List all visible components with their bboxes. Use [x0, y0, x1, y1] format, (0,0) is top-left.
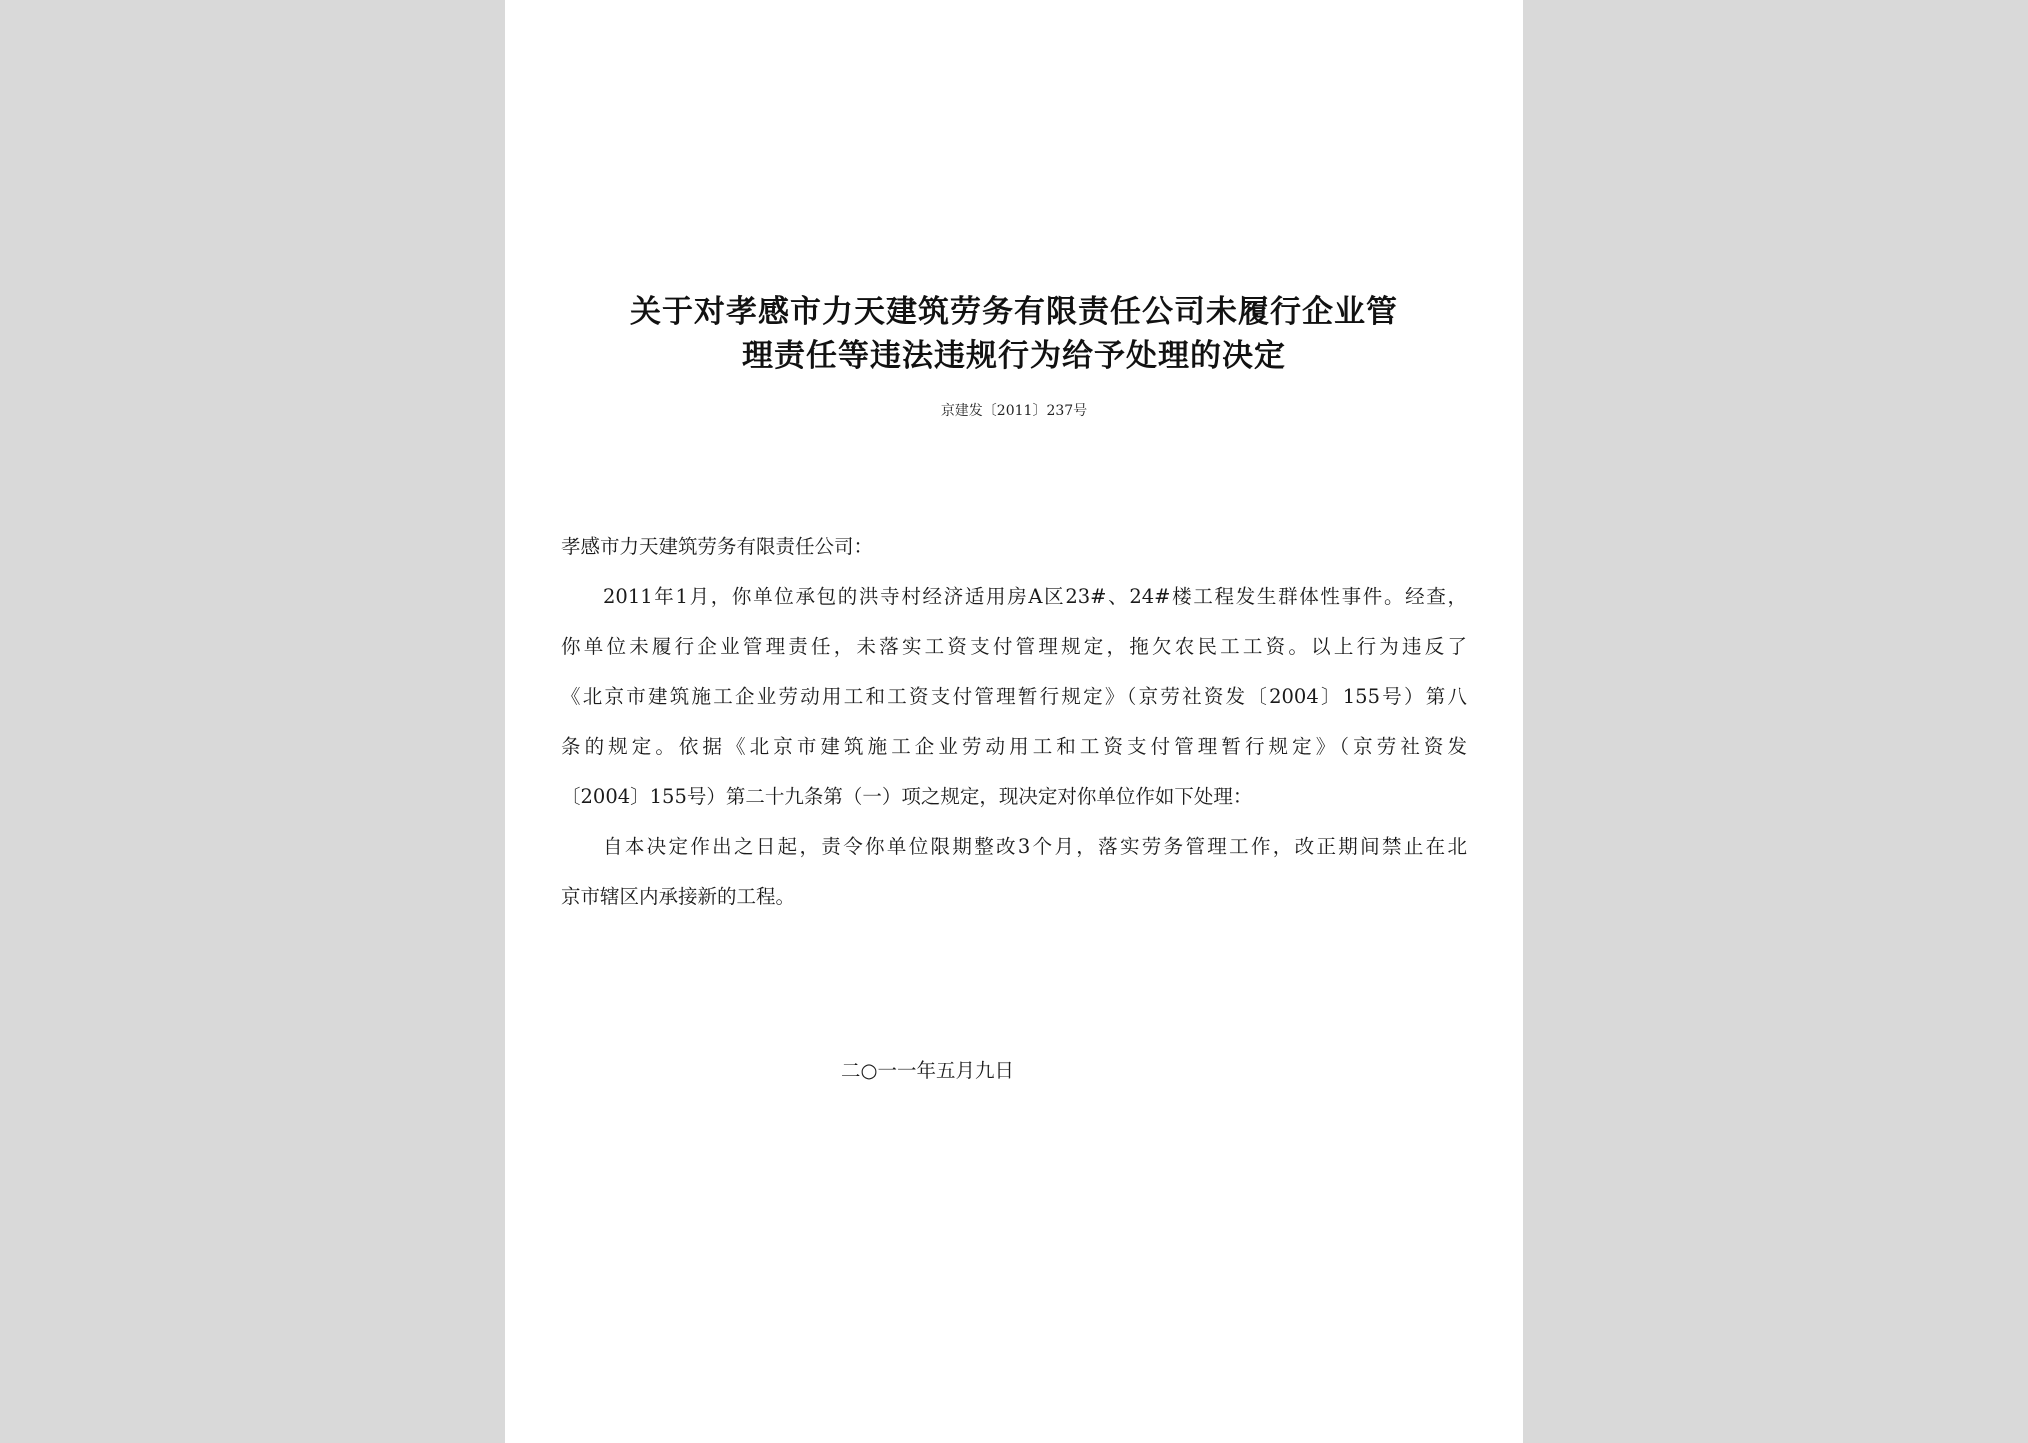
title-line: 关于对孝感市力天建筑劳务有限责任公司未履行企业管 — [630, 294, 1398, 330]
document-title — [545, 290, 1483, 378]
addressee: 孝感市力天建筑劳务有限责任公司： — [561, 535, 874, 558]
paragraph-line: 你单位未履行企业管理责任，未落实工资支付管理规定，拖欠农民工工资。以上行为违反了 — [561, 635, 1467, 658]
title-line: 理责任等违法违规行为给予处理的决定 — [742, 338, 1286, 374]
document-body — [561, 522, 1467, 922]
paragraph-line: 自本决定作出之日起，责令你单位限期整改3个月，落实劳务管理工作，改正期间禁止在北 — [603, 835, 1467, 858]
document-page — [505, 0, 1523, 1443]
paragraph-line: 〔2004〕155号）第二十九条第（一）项之规定，现决定对你单位作如下处理： — [561, 785, 1253, 808]
document-number: 京建发〔2011〕237号 — [940, 403, 1088, 419]
document-date: 二○一一年五月九日 — [841, 1059, 1015, 1082]
paragraph-line: 2011年1月，你单位承包的洪寺村经济适用房A区23#、24#楼工程发生群体性事件。经查， — [603, 585, 1467, 608]
paragraph-line: 《北京市建筑施工企业劳动用工和工资支付管理暂行规定》（京劳社资发〔2004〕155号）第八 — [561, 685, 1467, 708]
paragraph-line: 条的规定。依据《北京市建筑施工企业劳动用工和工资支付管理暂行规定》（京劳社资发 — [561, 735, 1467, 758]
paragraph-line: 京市辖区内承接新的工程。 — [561, 885, 796, 908]
